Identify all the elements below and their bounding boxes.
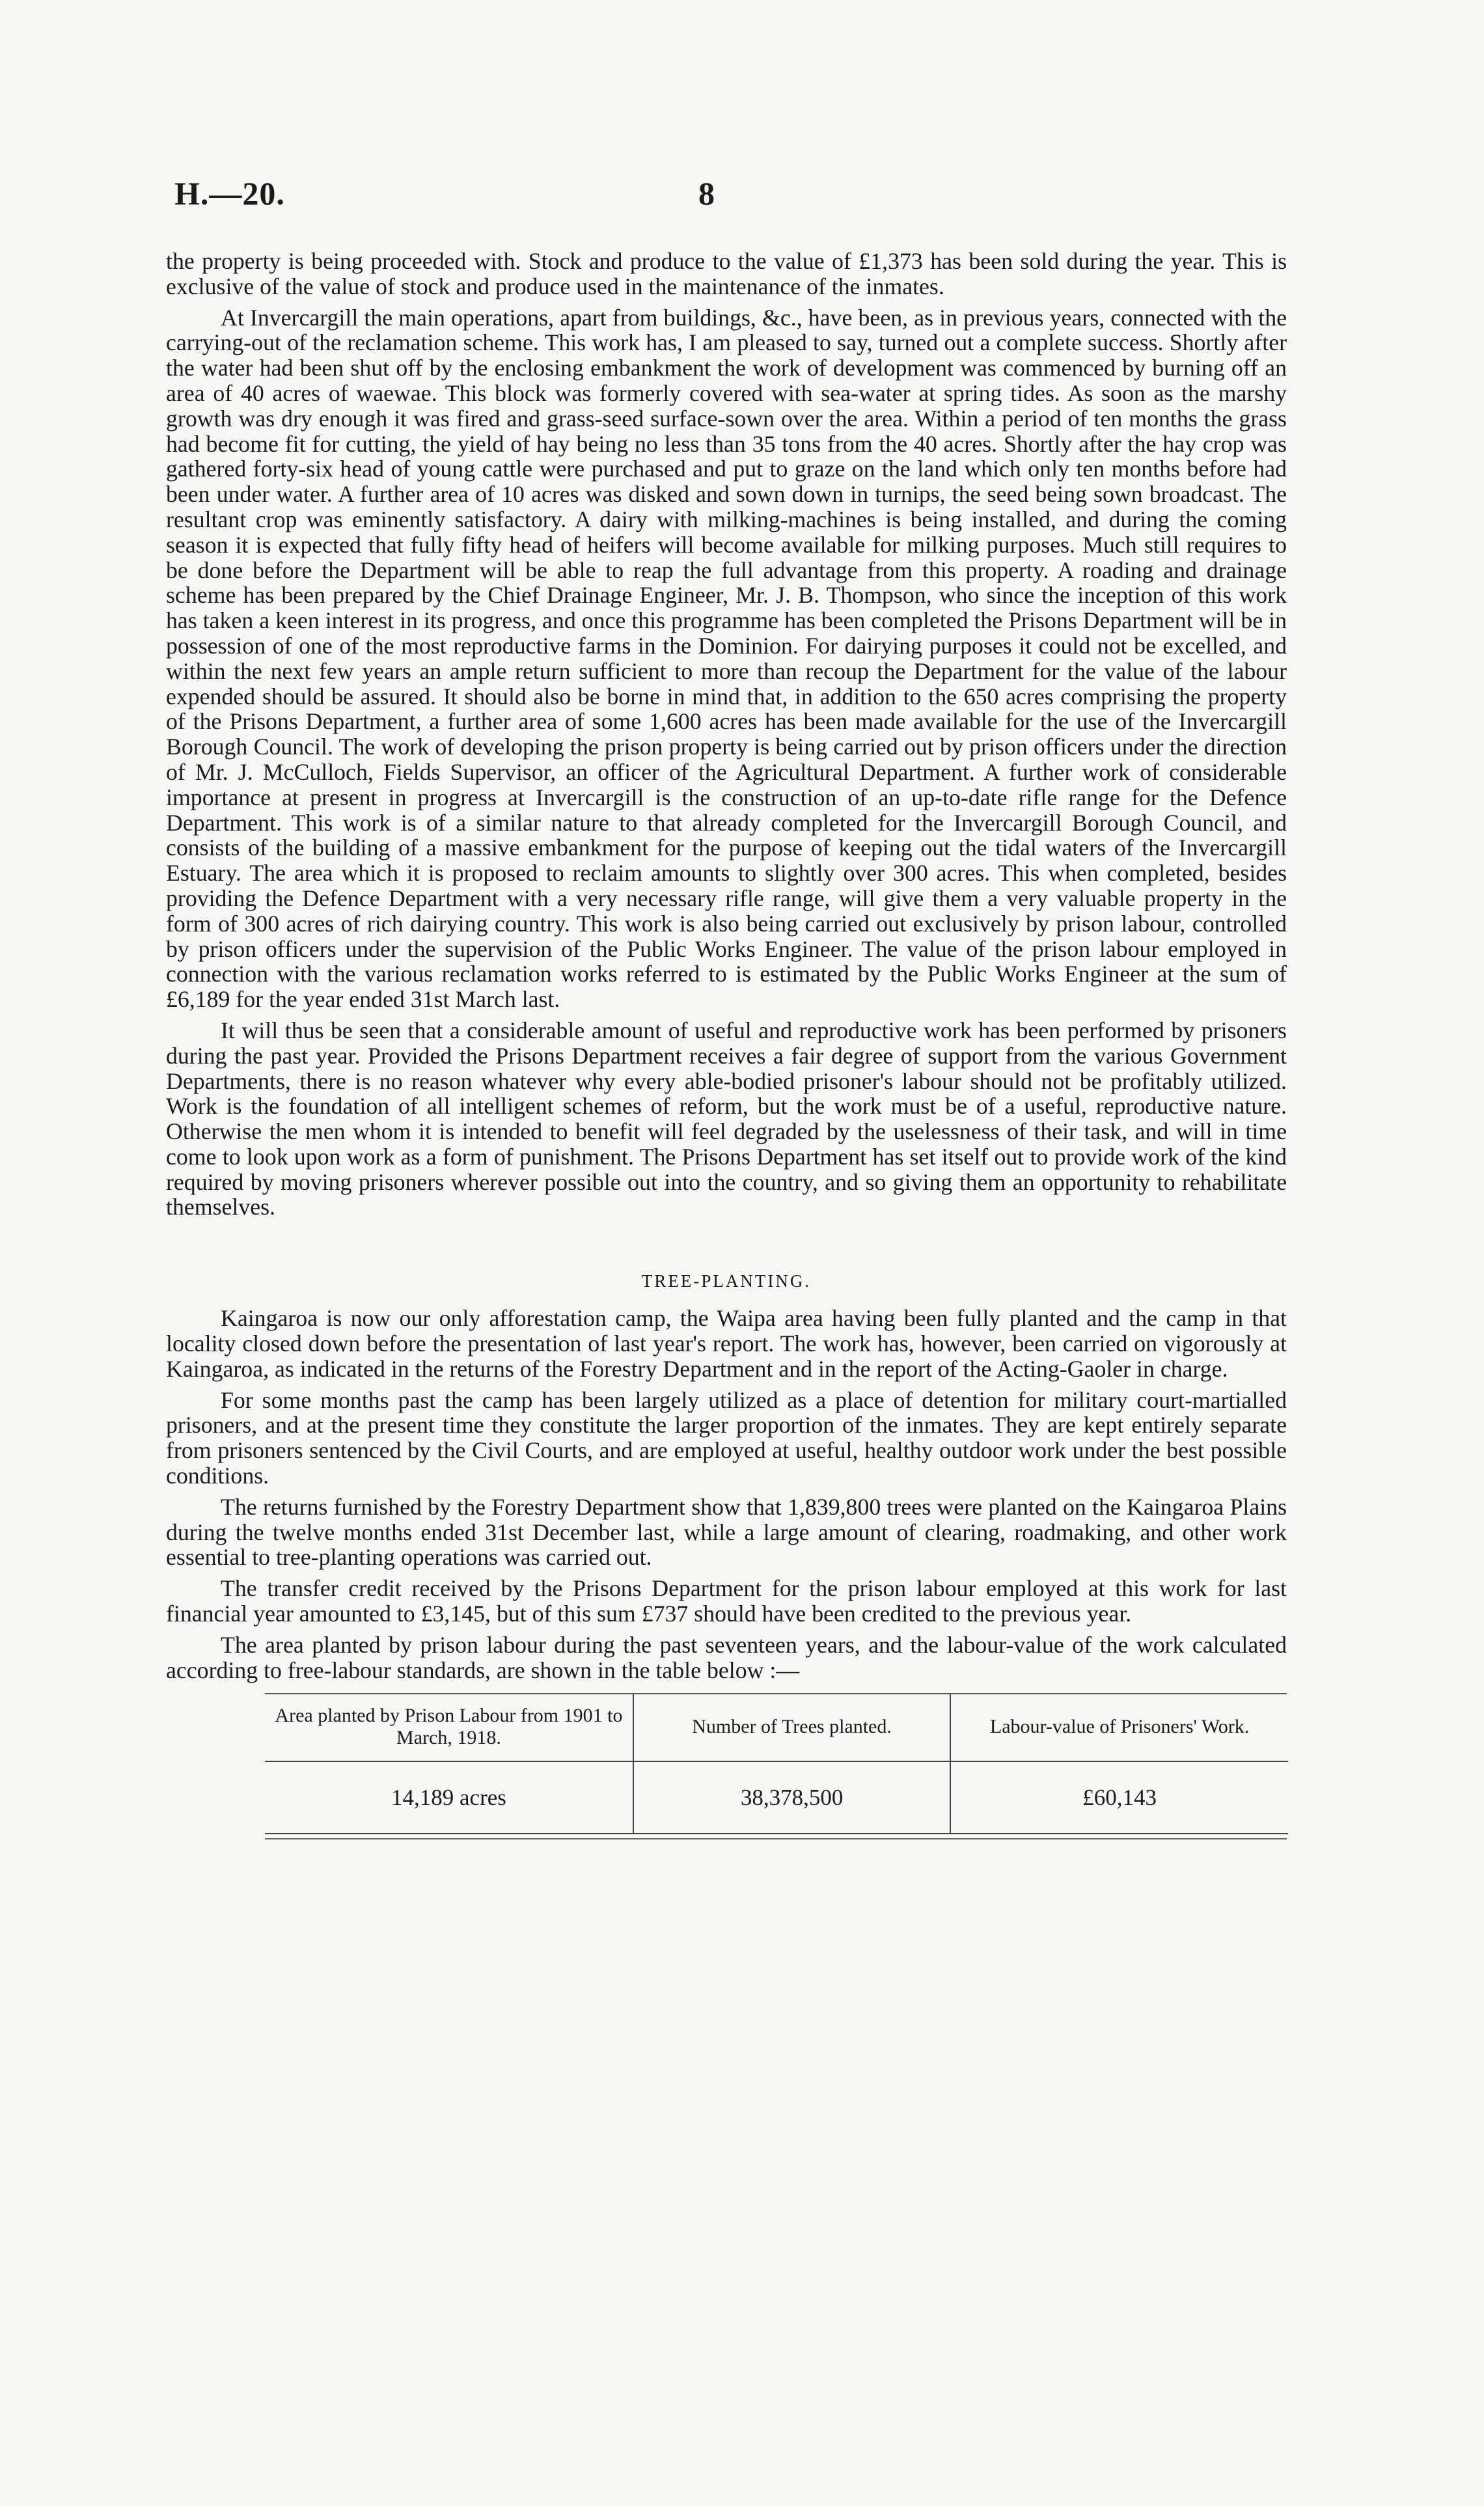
table-header-row (265, 1694, 1288, 1761)
paragraph: It will thus be seen that a considerable amount of useful and reproductive work has been performed by prisoners during the past year. Provided the Prisons Department receives a fair degree of support from the various Government Departments, there is no reason whatever why every able-bodied prisoner's labour should not be profitably utilized. Work is the foundation of all intelligent schemes of reform, but the work must be of a useful, reproductive nature. Otherwise the men whom it is intended to benefit will feel degraded by the uselessness of their task, and will in time come to look upon work as a form of punishment. The Prisons Department has set itself out to provide work of the kind required by moving prisoners wherever possible out into the country, and so giving them an opportunity to rehabilitate themselves. (166, 1017, 1287, 1220)
cell-trees: 38,378,500 (633, 1761, 950, 1834)
column-header-trees: Number of Trees planted. (633, 1694, 950, 1761)
paragraph: For some months past the camp has been largely utilized as a place of detention for military court-martialled prisoners, and at the present time they constitute the larger proportion of the inmates. They are kept entirely separate from prisoners sentenced by the Civil Courts, and are employed at useful, healthy outdoor work under the best possible conditions. (166, 1386, 1287, 1489)
paragraph: the property is being proceeded with. Stock and produce to the value of £1,373 has been sold during the year. This is exclusive of the value of stock and produce used in the maintenance of the inmates. (166, 248, 1287, 299)
paragraph: The area planted by prison labour during the past seventeen years, and the labour-value of the work calculated according to free-labour standards, are shown in the table below :— (166, 1631, 1287, 1683)
paragraph: Kaingaroa is now our only afforestation camp, the Waipa area having been fully planted and the camp in that locality closed down before the presentation of last year's report. The work has, however, been carried on vigorously at Kaingaroa, as indicated in the returns of the Forestry Department and in the report of the Acting-Gaoler in charge. (166, 1305, 1287, 1382)
table-bottom-rule (265, 1838, 1287, 1839)
labour-table-container (166, 1693, 1287, 1839)
section-heading: TREE-PLANTING. (641, 1271, 812, 1291)
document-body (166, 249, 1287, 1839)
document-reference: H.—20. (174, 175, 285, 212)
paragraph: At Invercargill the main operations, apart from buildings, &c., have been, as in previous years, connected with the carrying-out of the reclamation scheme. This work has, I am pleased to say, turned out a complete success. Shortly after the water had been shut off by the enclosing embankment the work of development was commenced by burning off an area of 40 acres of waewae. This block was formerly covered with sea-water at spring tides. As soon as the marshy growth was dry enough it was fired and grass-seed surface-sown over the area. Within a period of ten months the grass had become fit for cutting, the yield of hay being no less than 35 tons from the 40 acres. Shortly after the hay crop was gathered forty-six head of young cattle were purchased and put to graze on the land which only ten months before had been under water. A further area of 10 acres was disked and sown down in turnips, the seed being sown broadcast. The resultant crop was eminently satisfactory. A dairy with milking-machines is being installed, and during the coming season it is expected that fully fifty head of heifers will become available for milking purposes. Much still requires to be done before the Department will be able to reap the full advantage from this property. A roading and drainage scheme has been prepared by the Chief Drainage Engineer, Mr. J. B. Thompson, who since the inception of this work has taken a keen interest in its progress, and once this programme has been completed the Prisons Department will be in possession of one of the most reproductive farms in the Dominion. For dairying purposes it could not be excelled, and within the next few years an ample return sufficient to more than recoup the Department for the value of the labour expended should be assured. It should also be borne in mind that, in addition to the 650 acres comprising the property of the Prisons Department, a further area of some 1,600 acres has been made available for the use of the Invercargill Borough Council. The work of developing the prison property is being carried out by prison officers under the direction of Mr. J. McCulloch, Fields Supervisor, an officer of the Agricultural Department. A further work of considerable importance at present in progress at Invercargill is the construction of an up-to-date rifle range for the Defence Department. This work is of a similar nature to that already completed for the Invercargill Borough Council, and consists of the building of a massive embankment for the purpose of keeping out the tidal waters of the Invercargill Estuary. The area which it is proposed to reclaim amounts to slightly over 300 acres. This when completed, besides providing the Defence Department with a very necessary rifle range, will give them a very valuable property in the form of 300 acres of rich dairying country. This work is also being carried out exclusively by prison labour, controlled by prison officers under the supervision of the Public Works Engineer. The value of the prison labour employed in connection with the various reclamation works referred to is estimated by the Public Works Engineer at the sum of £6,189 for the year ended 31st March last. (166, 304, 1287, 1013)
column-header-area: Area planted by Prison Labour from 1901 to March, 1918. (265, 1694, 633, 1761)
table-row (265, 1761, 1288, 1834)
paragraph: The transfer credit received by the Prisons Department for the prison labour employed at this work for last financial year amounted to £3,145, but of this sum £737 should have been credited to the previous year. (166, 1575, 1287, 1627)
cell-labour-value: £60,143 (950, 1761, 1288, 1834)
page-number: 8 (698, 175, 715, 212)
page-header (174, 174, 1289, 227)
labour-table (265, 1694, 1288, 1834)
column-header-labour-value: Labour-value of Prisoners' Work. (950, 1694, 1288, 1761)
cell-area: 14,189 acres (265, 1761, 633, 1834)
paragraph: The returns furnished by the Forestry Department show that 1,839,800 trees were planted on the Kaingaroa Plains during the twelve months ended 31st December last, while a large amount of clearing, roadmaking, and other work essential to tree-planting operations was carried out. (166, 1493, 1287, 1571)
